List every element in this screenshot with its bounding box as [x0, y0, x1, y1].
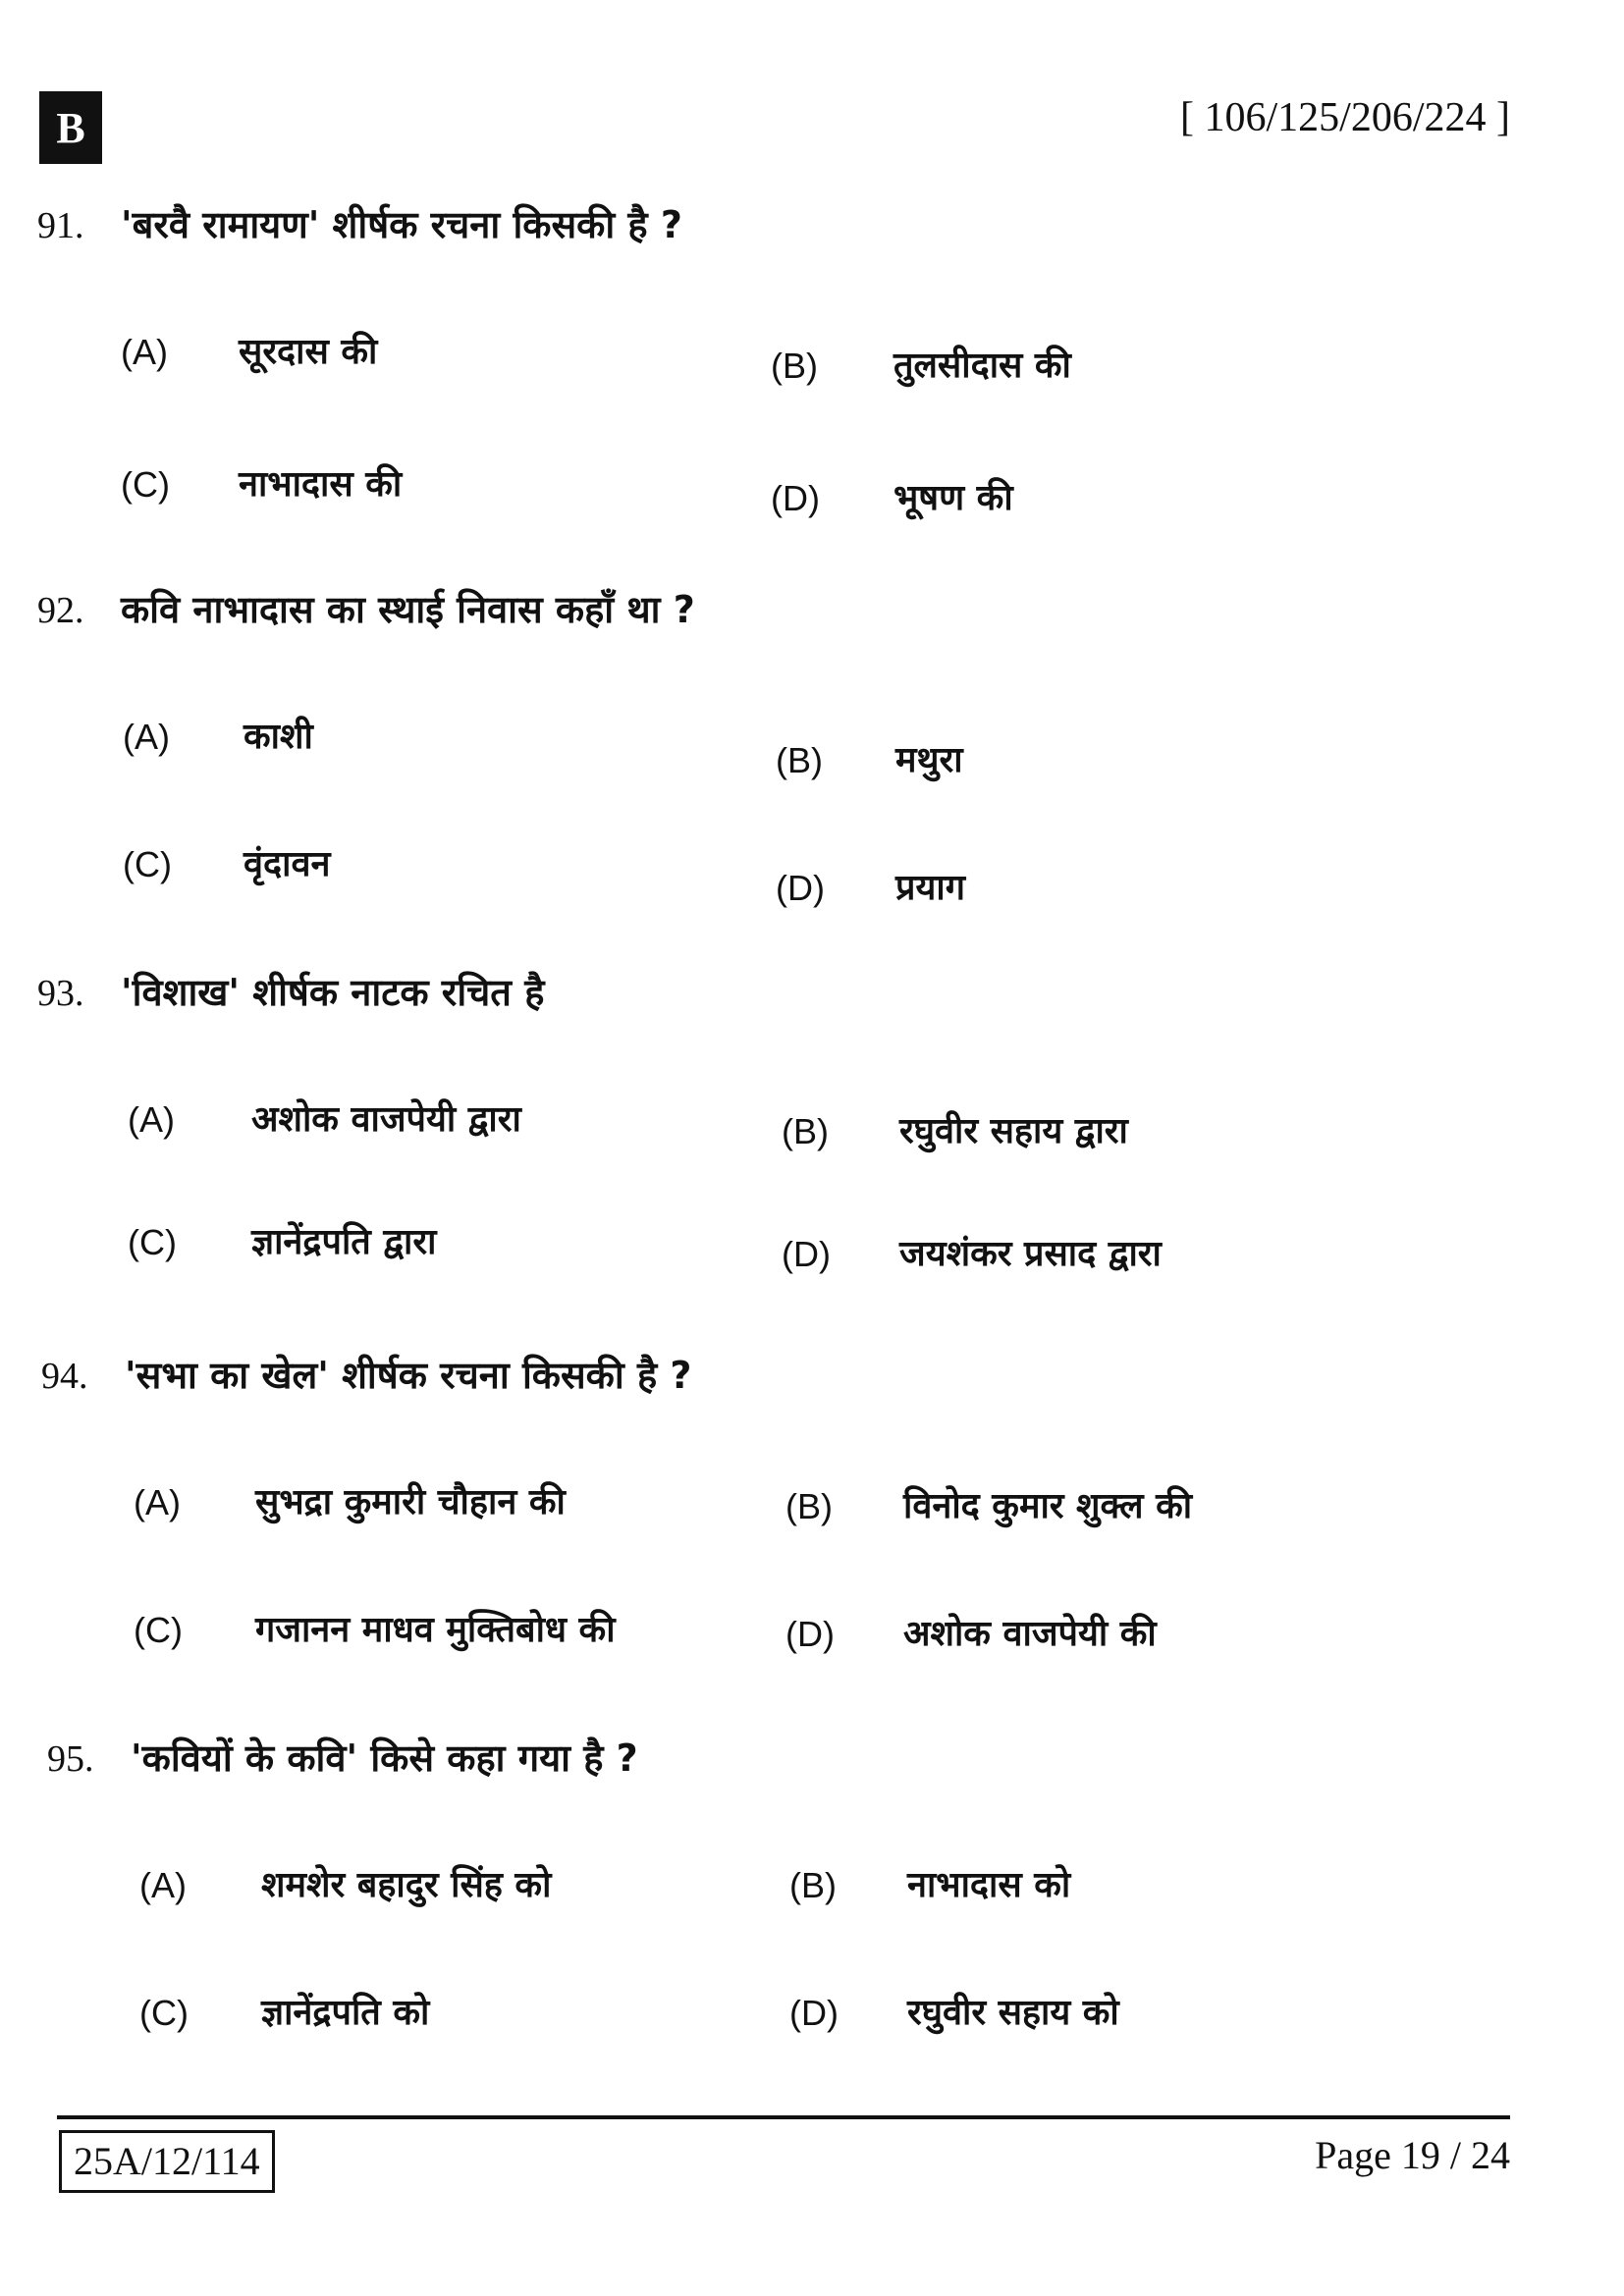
option-label[interactable]: (D) — [789, 1993, 839, 2033]
option-label[interactable]: (C) — [123, 844, 172, 884]
option-text[interactable]: ज्ञानेंद्रपति द्वारा — [251, 1222, 437, 1262]
option-text[interactable]: विनोद कुमार शुक्ल की — [903, 1486, 1193, 1526]
option-text[interactable]: मथुरा — [895, 740, 963, 780]
question-number: 93. — [37, 973, 84, 1014]
page-number: Page 19 / 24 — [1315, 2133, 1510, 2177]
question-number: 94. — [41, 1356, 88, 1397]
option-label[interactable]: (D) — [776, 868, 825, 908]
question-text: 'कवियों के कवि' किसे कहा गया है ? — [131, 1736, 638, 1780]
option-label[interactable]: (D) — [771, 478, 820, 518]
option-text[interactable]: वृंदावन — [244, 844, 331, 884]
option-label[interactable]: (B) — [789, 1865, 837, 1905]
option-text[interactable]: अशोक वाजपेयी की — [903, 1614, 1157, 1654]
question-text: 'सभा का खेल' शीर्षक रचना किसकी है ? — [125, 1354, 692, 1397]
option-text[interactable]: शमशेर बहादुर सिंह को — [261, 1865, 552, 1905]
option-text[interactable]: नाभादास की — [239, 464, 403, 505]
option-text[interactable]: अशोक वाजपेयी द्वारा — [251, 1099, 521, 1140]
option-label[interactable]: (A) — [128, 1099, 175, 1140]
question-text: 'बरवै रामायण' शीर्षक रचना किसकी है ? — [121, 203, 682, 246]
option-text[interactable]: नाभादास को — [907, 1865, 1071, 1905]
option-label[interactable]: (C) — [139, 1993, 189, 2033]
option-label[interactable]: (B) — [785, 1486, 833, 1526]
question-text: 'विशाख' शीर्षक नाटक रचित है — [121, 971, 545, 1014]
option-text[interactable]: भूषण की — [893, 478, 1013, 518]
option-label[interactable]: (B) — [782, 1111, 829, 1151]
question-number: 95. — [47, 1738, 94, 1780]
option-text[interactable]: सुभद्रा कुमारी चौहान की — [255, 1482, 566, 1522]
question-number: 92. — [37, 590, 84, 631]
option-text[interactable]: गजानन माधव मुक्तिबोध की — [255, 1610, 616, 1650]
option-text[interactable]: ज्ञानेंद्रपति को — [261, 1993, 430, 2033]
option-label[interactable]: (A) — [139, 1865, 187, 1905]
option-text[interactable]: रघुवीर सहाय को — [907, 1993, 1119, 2033]
option-label[interactable]: (D) — [785, 1614, 835, 1654]
option-text[interactable]: जयशंकर प्रसाद द्वारा — [899, 1234, 1162, 1274]
footer-divider — [57, 2115, 1510, 2119]
option-text[interactable]: प्रयाग — [895, 868, 965, 908]
option-label[interactable]: (A) — [121, 332, 168, 372]
option-label[interactable]: (A) — [134, 1482, 181, 1522]
option-label[interactable]: (B) — [776, 740, 823, 780]
booklet-code: 25A/12/114 — [59, 2130, 275, 2193]
option-label[interactable]: (B) — [771, 346, 818, 386]
option-text[interactable]: तुलसीदास की — [893, 346, 1071, 386]
option-text[interactable]: काशी — [244, 717, 313, 757]
question-text: कवि नाभादास का स्थाई निवास कहाँ था ? — [121, 588, 695, 631]
option-text[interactable]: सूरदास की — [239, 332, 378, 372]
option-label[interactable]: (C) — [134, 1610, 183, 1650]
option-label[interactable]: (C) — [121, 464, 170, 505]
option-text[interactable]: रघुवीर सहाय द्वारा — [899, 1111, 1128, 1151]
option-label[interactable]: (A) — [123, 717, 170, 757]
set-badge: B — [39, 91, 102, 164]
paper-codes: [ 106/125/206/224 ] — [1180, 95, 1510, 140]
option-label[interactable]: (C) — [128, 1222, 177, 1262]
option-label[interactable]: (D) — [782, 1234, 831, 1274]
question-number: 91. — [37, 205, 84, 246]
